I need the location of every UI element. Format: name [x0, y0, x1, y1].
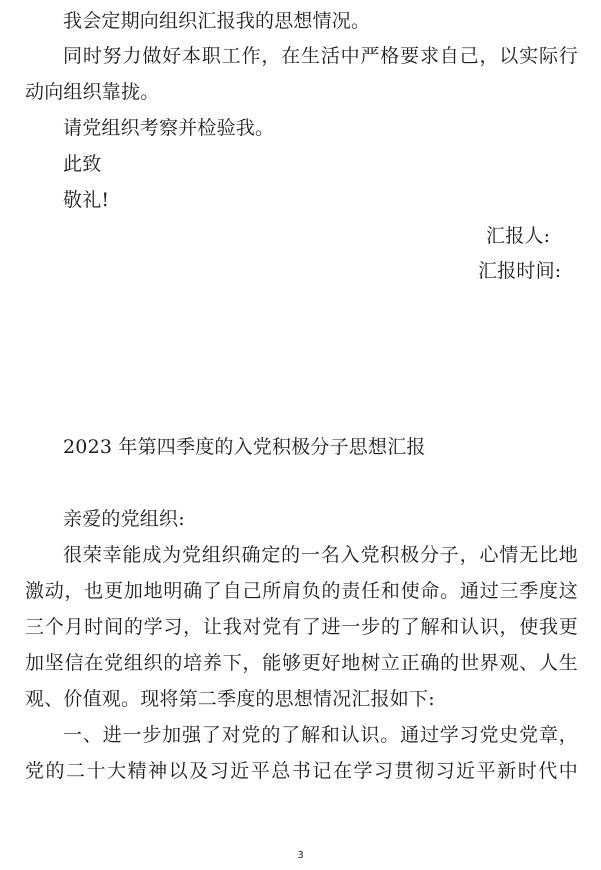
para1-line-3: 三个月时间的学习，让我对党有了进一步的了解和认识，使我更 [25, 616, 578, 638]
para1-line-1: 很荣幸能成为党组织确定的一名入党积极分子，心情无比地 [63, 544, 578, 566]
para2-line-1: 一、进一步加强了对党的了解和认识。通过学习党史党章， [63, 724, 578, 746]
para1-line-4: 加坚信在党组织的培养下，能够更好地树立正确的世界观、人生 [25, 652, 578, 674]
para1-line-2: 激动，也更加地明确了自己所肩负的责任和使命。通过三季度这 [25, 580, 578, 602]
closing-jingli: 敬礼! [63, 189, 110, 211]
reporter-label: 汇报人: [486, 225, 551, 247]
para1-line-5: 观、价值观。现将第二季度的思想情况汇报如下: [25, 688, 435, 710]
report-salutation: 亲爱的党组织: [63, 508, 185, 530]
paragraph-work-hard-line-1: 同时努力做好本职工作，在生活中严格要求自己，以实际行 [63, 45, 578, 67]
paragraph-work-hard-line-2: 动向组织靠拢。 [25, 81, 160, 103]
paragraph-regular-report: 我会定期向组织汇报我的思想情况。 [63, 10, 371, 32]
page-number: 3 [297, 850, 304, 861]
report-time-label: 汇报时间: [478, 260, 562, 282]
report-title: 2023 年第四季度的入党积极分子思想汇报 [63, 436, 426, 458]
paragraph-request-review: 请党组织考察并检验我。 [63, 117, 275, 139]
closing-cizhi: 此致 [63, 153, 102, 175]
para2-line-2: 党的二十大精神以及习近平总书记在学习贯彻习近平新时代中 [25, 760, 578, 782]
